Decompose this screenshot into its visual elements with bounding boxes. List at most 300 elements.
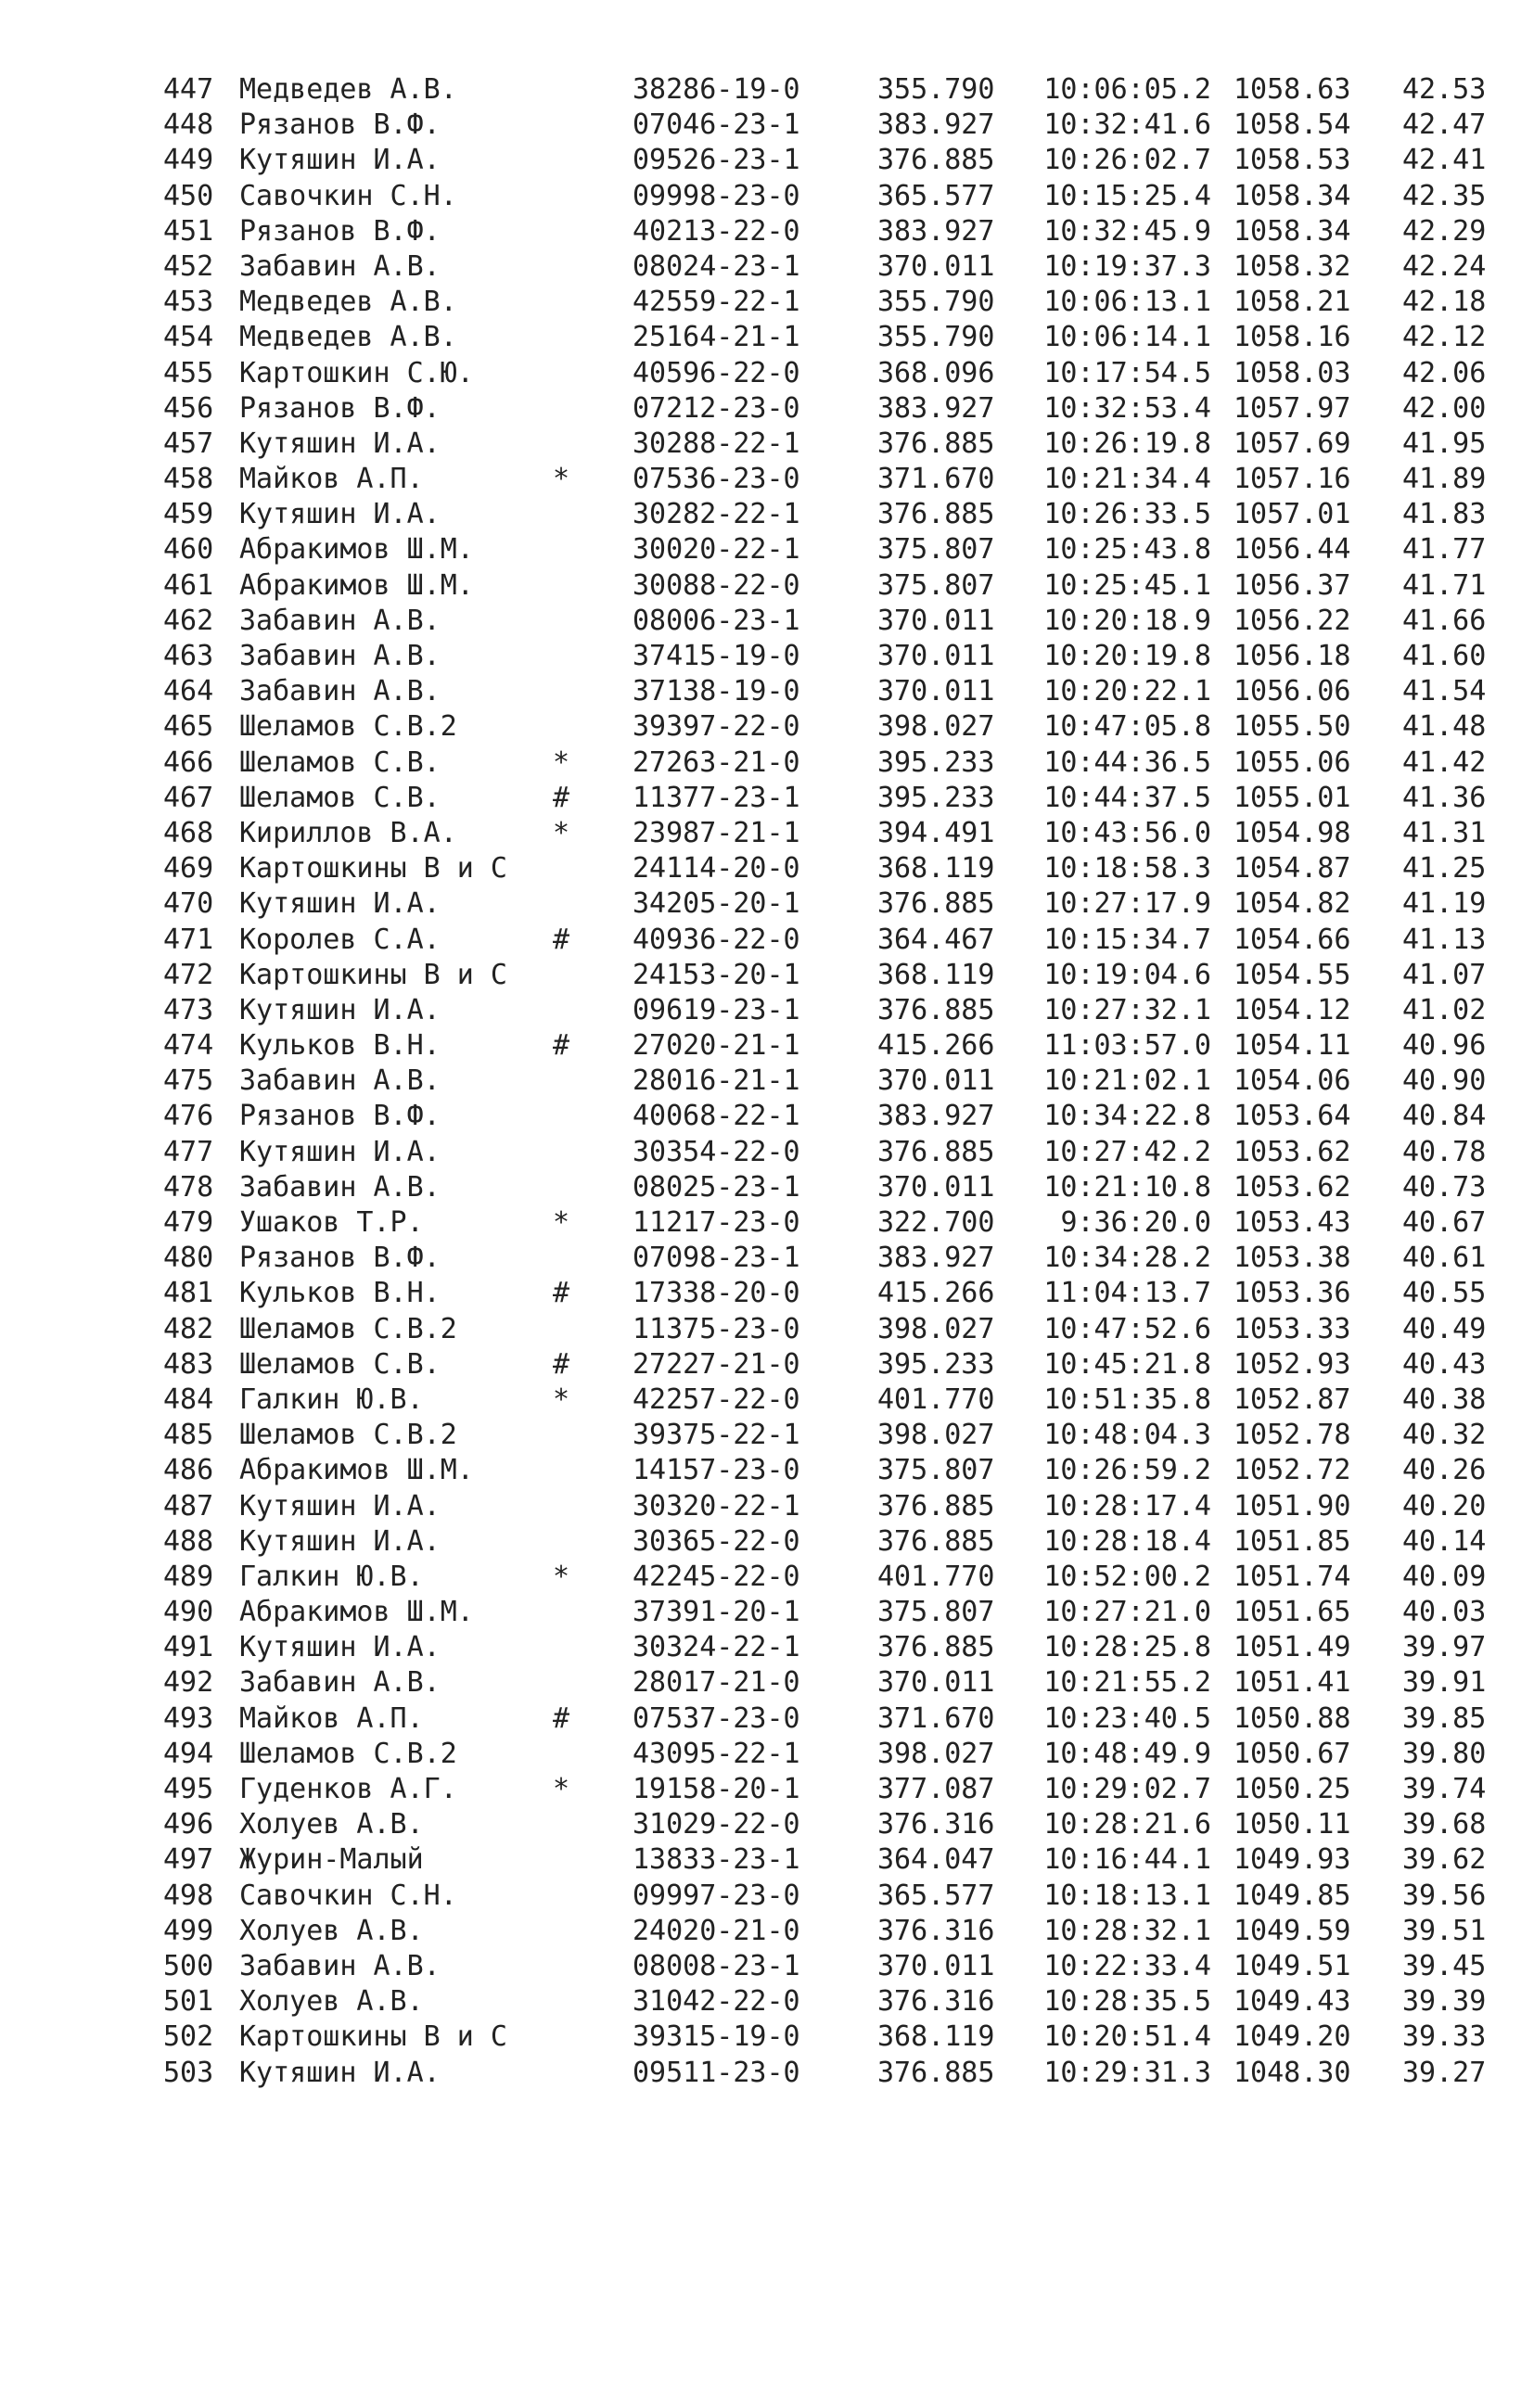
distance-value: 377.087 (877, 1773, 995, 1805)
place-number: 464 (163, 675, 214, 708)
place-number: 487 (163, 1489, 214, 1523)
ring-number: 09998-23-0 (633, 179, 800, 212)
arrival-time: 10:18:58.3 (1043, 852, 1211, 885)
arrival-time: 10:19:04.6 (1043, 958, 1211, 991)
mark-symbol: * (553, 816, 570, 849)
place-number: 471 (163, 923, 214, 956)
place-number: 449 (163, 144, 214, 177)
score-value: 40.67 (1402, 1206, 1487, 1239)
place-number: 470 (163, 887, 214, 921)
result-row (0, 1879, 1534, 1914)
distance-value: 370.011 (877, 1666, 995, 1700)
arrival-time: 10:32:53.4 (1043, 391, 1211, 425)
mark-symbol: * (553, 1206, 570, 1239)
place-number: 454 (163, 321, 214, 354)
result-row (0, 1737, 1534, 1772)
place-number: 480 (163, 1242, 214, 1275)
score-value: 40.38 (1402, 1382, 1487, 1416)
fancier-name: Холуев А.В. (239, 1985, 424, 2019)
arrival-time: 10:44:36.5 (1043, 745, 1211, 779)
speed-value: 1049.93 (1234, 1843, 1351, 1877)
ring-number: 42245-22-0 (633, 1560, 800, 1593)
ring-number: 40596-22-0 (633, 356, 800, 389)
arrival-time: 10:29:31.3 (1043, 2056, 1211, 2089)
fancier-name: Медведев А.В. (239, 321, 457, 354)
fancier-name: Абракимов Ш.М. (239, 568, 474, 602)
fancier-name: Рязанов В.Ф. (239, 1100, 441, 1133)
fancier-name: Забавин А.В. (239, 604, 441, 637)
place-number: 500 (163, 1949, 214, 1982)
mark-symbol: * (553, 1560, 570, 1593)
distance-value: 368.096 (877, 356, 995, 389)
speed-value: 1050.25 (1234, 1773, 1351, 1805)
ring-number: 31042-22-0 (633, 1985, 800, 2019)
ring-number: 24114-20-0 (633, 852, 800, 885)
ring-number: 43095-22-1 (633, 1737, 800, 1770)
score-value: 39.33 (1402, 2020, 1487, 2054)
result-row (0, 1028, 1534, 1064)
result-row (0, 427, 1534, 462)
speed-value: 1055.06 (1234, 745, 1351, 779)
fancier-name: Медведев А.В. (239, 286, 457, 319)
score-value: 41.66 (1402, 604, 1487, 637)
place-number: 488 (163, 1524, 214, 1558)
result-row (0, 781, 1534, 816)
score-value: 40.73 (1402, 1170, 1487, 1204)
mark-symbol: # (553, 1347, 570, 1381)
score-value: 40.03 (1402, 1596, 1487, 1629)
fancier-name: Шеламов С.В. (239, 781, 441, 814)
speed-value: 1052.78 (1234, 1419, 1351, 1452)
speed-value: 1051.41 (1234, 1666, 1351, 1700)
score-value: 40.96 (1402, 1029, 1487, 1063)
distance-value: 376.885 (877, 1524, 995, 1558)
ring-number: 40213-22-0 (633, 214, 800, 248)
ring-number: 30020-22-1 (633, 533, 800, 567)
place-number: 462 (163, 604, 214, 637)
result-row (0, 1807, 1534, 1842)
ring-number: 31029-22-0 (633, 1808, 800, 1841)
result-row (0, 745, 1534, 781)
distance-value: 376.885 (877, 1489, 995, 1523)
ring-number: 28017-21-0 (633, 1666, 800, 1700)
distance-value: 364.047 (877, 1843, 995, 1877)
fancier-name: Кутяшин И.А. (239, 2056, 441, 2089)
score-value: 41.54 (1402, 675, 1487, 708)
place-number: 451 (163, 214, 214, 248)
ring-number: 11217-23-0 (633, 1206, 800, 1239)
place-number: 492 (163, 1666, 214, 1700)
distance-value: 401.770 (877, 1382, 995, 1416)
score-value: 41.77 (1402, 533, 1487, 567)
result-row (0, 1064, 1534, 1099)
fancier-name: Рязанов В.Ф. (239, 108, 441, 142)
distance-value: 371.670 (877, 463, 995, 496)
speed-value: 1053.33 (1234, 1312, 1351, 1345)
arrival-time: 10:17:54.5 (1043, 356, 1211, 389)
distance-value: 370.011 (877, 640, 995, 672)
fancier-name: Гуденков А.Г. (239, 1773, 457, 1805)
result-row (0, 851, 1534, 886)
place-number: 493 (163, 1701, 214, 1735)
speed-value: 1056.22 (1234, 604, 1351, 637)
score-value: 40.09 (1402, 1560, 1487, 1593)
result-row (0, 639, 1534, 674)
score-value: 41.83 (1402, 498, 1487, 531)
ring-number: 42559-22-1 (633, 286, 800, 319)
arrival-time: 10:28:25.8 (1043, 1631, 1211, 1664)
place-number: 494 (163, 1737, 214, 1770)
fancier-name: Холуев А.В. (239, 1914, 424, 1947)
score-value: 41.95 (1402, 427, 1487, 460)
score-value: 40.84 (1402, 1100, 1487, 1133)
result-row (0, 108, 1534, 143)
speed-value: 1049.43 (1234, 1985, 1351, 2019)
score-value: 42.47 (1402, 108, 1487, 142)
score-value: 40.43 (1402, 1347, 1487, 1381)
distance-value: 375.807 (877, 568, 995, 602)
distance-value: 383.927 (877, 214, 995, 248)
arrival-time: 11:03:57.0 (1043, 1029, 1211, 1063)
ring-number: 28016-21-1 (633, 1064, 800, 1098)
result-row (0, 2019, 1534, 2055)
fancier-name: Савочкин С.Н. (239, 179, 457, 212)
arrival-time: 10:34:22.8 (1043, 1100, 1211, 1133)
fancier-name: Шеламов С.В.2 (239, 1312, 457, 1345)
arrival-time: 10:44:37.5 (1043, 781, 1211, 814)
distance-value: 376.885 (877, 144, 995, 177)
distance-value: 415.266 (877, 1029, 995, 1063)
arrival-time: 10:34:28.2 (1043, 1242, 1211, 1275)
ring-number: 39375-22-1 (633, 1419, 800, 1452)
speed-value: 1052.93 (1234, 1347, 1351, 1381)
speed-value: 1054.82 (1234, 887, 1351, 921)
place-number: 455 (163, 356, 214, 389)
place-number: 475 (163, 1064, 214, 1098)
distance-value: 376.885 (877, 498, 995, 531)
distance-value: 376.316 (877, 1808, 995, 1841)
score-value: 42.00 (1402, 391, 1487, 425)
distance-value: 398.027 (877, 1312, 995, 1345)
place-number: 496 (163, 1808, 214, 1841)
arrival-time: 10:27:32.1 (1043, 993, 1211, 1026)
distance-value: 368.119 (877, 2020, 995, 2054)
ring-number: 08006-23-1 (633, 604, 800, 637)
ring-number: 37138-19-0 (633, 675, 800, 708)
distance-value: 383.927 (877, 1100, 995, 1133)
place-number: 495 (163, 1773, 214, 1805)
arrival-time: 10:28:32.1 (1043, 1914, 1211, 1947)
arrival-time: 10:20:18.9 (1043, 604, 1211, 637)
speed-value: 1056.18 (1234, 640, 1351, 672)
distance-value: 375.807 (877, 533, 995, 567)
arrival-time: 10:32:41.6 (1043, 108, 1211, 142)
place-number: 478 (163, 1170, 214, 1204)
place-number: 453 (163, 286, 214, 319)
place-number: 501 (163, 1985, 214, 2019)
speed-value: 1048.30 (1234, 2056, 1351, 2089)
fancier-name: Шеламов С.В. (239, 1347, 441, 1381)
mark-symbol: # (553, 1029, 570, 1063)
score-value: 41.19 (1402, 887, 1487, 921)
result-row (0, 1665, 1534, 1701)
speed-value: 1050.11 (1234, 1808, 1351, 1841)
result-row (0, 143, 1534, 178)
place-number: 479 (163, 1206, 214, 1239)
arrival-time: 10:15:34.7 (1043, 923, 1211, 956)
speed-value: 1052.87 (1234, 1382, 1351, 1416)
speed-value: 1051.74 (1234, 1560, 1351, 1593)
speed-value: 1058.21 (1234, 286, 1351, 319)
speed-value: 1054.87 (1234, 852, 1351, 885)
score-value: 39.39 (1402, 1985, 1487, 2019)
place-number: 473 (163, 993, 214, 1026)
mark-symbol: # (553, 781, 570, 814)
speed-value: 1051.90 (1234, 1489, 1351, 1523)
result-row (0, 320, 1534, 355)
arrival-time: 10:27:42.2 (1043, 1135, 1211, 1168)
arrival-time: 10:28:17.4 (1043, 1489, 1211, 1523)
score-value: 40.14 (1402, 1524, 1487, 1558)
result-row (0, 568, 1534, 604)
distance-value: 376.885 (877, 993, 995, 1026)
result-row (0, 674, 1534, 709)
fancier-name: Шеламов С.В. (239, 745, 441, 779)
fancier-name: Рязанов В.Ф. (239, 1242, 441, 1275)
score-value: 41.42 (1402, 745, 1487, 779)
speed-value: 1049.51 (1234, 1949, 1351, 1982)
place-number: 472 (163, 958, 214, 991)
distance-value: 383.927 (877, 391, 995, 425)
fancier-name: Шеламов С.В.2 (239, 1419, 457, 1452)
speed-value: 1051.49 (1234, 1631, 1351, 1664)
place-number: 457 (163, 427, 214, 460)
fancier-name: Галкин Ю.В. (239, 1382, 424, 1416)
ring-number: 09997-23-0 (633, 1879, 800, 1912)
ring-number: 30324-22-1 (633, 1631, 800, 1664)
score-value: 39.45 (1402, 1949, 1487, 1982)
distance-value: 375.807 (877, 1596, 995, 1629)
distance-value: 398.027 (877, 1419, 995, 1452)
result-row (0, 1418, 1534, 1453)
place-number: 460 (163, 533, 214, 567)
ring-number: 07536-23-0 (633, 463, 800, 496)
place-number: 497 (163, 1843, 214, 1877)
distance-value: 383.927 (877, 1242, 995, 1275)
place-number: 463 (163, 640, 214, 672)
place-number: 502 (163, 2020, 214, 2054)
fancier-name: Абракимов Ш.М. (239, 533, 474, 567)
arrival-time: 10:48:49.9 (1043, 1737, 1211, 1770)
score-value: 41.13 (1402, 923, 1487, 956)
speed-value: 1049.59 (1234, 1914, 1351, 1947)
ring-number: 07537-23-0 (633, 1701, 800, 1735)
distance-value: 376.885 (877, 887, 995, 921)
result-row (0, 993, 1534, 1028)
place-number: 467 (163, 781, 214, 814)
ring-number: 17338-20-0 (633, 1277, 800, 1310)
place-number: 482 (163, 1312, 214, 1345)
arrival-time: 10:28:18.4 (1043, 1524, 1211, 1558)
score-value: 40.32 (1402, 1419, 1487, 1452)
arrival-time: 10:27:21.0 (1043, 1596, 1211, 1629)
place-number: 469 (163, 852, 214, 885)
distance-value: 370.011 (877, 675, 995, 708)
place-number: 484 (163, 1382, 214, 1416)
score-value: 42.12 (1402, 321, 1487, 354)
ring-number: 30320-22-1 (633, 1489, 800, 1523)
fancier-name: Шеламов С.В.2 (239, 1737, 457, 1770)
ring-number: 25164-21-1 (633, 321, 800, 354)
speed-value: 1056.37 (1234, 568, 1351, 602)
distance-value: 368.119 (877, 852, 995, 885)
fancier-name: Кутяшин И.А. (239, 993, 441, 1026)
place-number: 468 (163, 816, 214, 849)
score-value: 42.41 (1402, 144, 1487, 177)
result-row (0, 1347, 1534, 1382)
result-row (0, 923, 1534, 958)
place-number: 503 (163, 2056, 214, 2089)
fancier-name: Картошкины В и С (239, 852, 507, 885)
arrival-time: 10:21:55.2 (1043, 1666, 1211, 1700)
speed-value: 1058.34 (1234, 179, 1351, 212)
place-number: 474 (163, 1029, 214, 1063)
result-row (0, 462, 1534, 497)
result-row (0, 1170, 1534, 1205)
result-row (0, 532, 1534, 567)
score-value: 41.07 (1402, 958, 1487, 991)
result-row (0, 1701, 1534, 1737)
mark-symbol: # (553, 1277, 570, 1310)
place-number: 486 (163, 1454, 214, 1487)
score-value: 40.55 (1402, 1277, 1487, 1310)
result-row (0, 497, 1534, 532)
score-value: 42.18 (1402, 286, 1487, 319)
place-number: 477 (163, 1135, 214, 1168)
fancier-name: Забавин А.В. (239, 1949, 441, 1982)
fancier-name: Журин-Малый (239, 1843, 424, 1877)
speed-value: 1058.63 (1234, 73, 1351, 106)
arrival-time: 10:25:43.8 (1043, 533, 1211, 567)
speed-value: 1058.53 (1234, 144, 1351, 177)
distance-value: 370.011 (877, 604, 995, 637)
ring-number: 30282-22-1 (633, 498, 800, 531)
ring-number: 30354-22-0 (633, 1135, 800, 1168)
ring-number: 39315-19-0 (633, 2020, 800, 2054)
score-value: 42.24 (1402, 249, 1487, 283)
arrival-time: 10:21:02.1 (1043, 1064, 1211, 1098)
result-row (0, 391, 1534, 427)
fancier-name: Забавин А.В. (239, 249, 441, 283)
fancier-name: Кульков В.Н. (239, 1277, 441, 1310)
distance-value: 376.316 (877, 1914, 995, 1947)
place-number: 459 (163, 498, 214, 531)
ring-number: 30288-22-1 (633, 427, 800, 460)
ring-number: 07212-23-0 (633, 391, 800, 425)
ring-number: 24020-21-0 (633, 1914, 800, 1947)
arrival-time: 10:21:34.4 (1043, 463, 1211, 496)
ring-number: 09526-23-1 (633, 144, 800, 177)
fancier-name: Кутяшин И.А. (239, 1631, 441, 1664)
place-number: 456 (163, 391, 214, 425)
ring-number: 37391-20-1 (633, 1596, 800, 1629)
result-row (0, 1595, 1534, 1630)
place-number: 476 (163, 1100, 214, 1133)
arrival-time: 9:36:20.0 (1060, 1206, 1211, 1239)
arrival-time: 10:26:33.5 (1043, 498, 1211, 531)
speed-value: 1054.98 (1234, 816, 1351, 849)
arrival-time: 10:47:52.6 (1043, 1312, 1211, 1345)
ring-number: 27263-21-0 (633, 745, 800, 779)
ring-number: 39397-22-0 (633, 710, 800, 744)
speed-value: 1054.12 (1234, 993, 1351, 1026)
ring-number: 13833-23-1 (633, 1843, 800, 1877)
fancier-name: Картошкин С.Ю. (239, 356, 474, 389)
speed-value: 1058.34 (1234, 214, 1351, 248)
distance-value: 370.011 (877, 1064, 995, 1098)
place-number: 498 (163, 1879, 214, 1912)
ring-number: 38286-19-0 (633, 73, 800, 106)
result-row (0, 285, 1534, 320)
distance-value: 365.577 (877, 179, 995, 212)
arrival-time: 10:43:56.0 (1043, 816, 1211, 849)
score-value: 39.97 (1402, 1631, 1487, 1664)
result-row (0, 1241, 1534, 1276)
arrival-time: 10:26:59.2 (1043, 1454, 1211, 1487)
arrival-time: 10:20:22.1 (1043, 675, 1211, 708)
speed-value: 1055.01 (1234, 781, 1351, 814)
arrival-time: 10:06:13.1 (1043, 286, 1211, 319)
place-number: 447 (163, 73, 214, 106)
score-value: 40.20 (1402, 1489, 1487, 1523)
arrival-time: 10:52:00.2 (1043, 1560, 1211, 1593)
distance-value: 376.885 (877, 427, 995, 460)
score-value: 41.71 (1402, 568, 1487, 602)
mark-symbol: # (553, 1701, 570, 1735)
arrival-time: 10:23:40.5 (1043, 1701, 1211, 1735)
result-row (0, 1453, 1534, 1488)
score-value: 39.91 (1402, 1666, 1487, 1700)
arrival-time: 10:15:25.4 (1043, 179, 1211, 212)
arrival-time: 10:45:21.8 (1043, 1347, 1211, 1381)
arrival-time: 10:20:51.4 (1043, 2020, 1211, 2054)
score-value: 40.26 (1402, 1454, 1487, 1487)
score-value: 42.06 (1402, 356, 1487, 389)
score-value: 39.80 (1402, 1737, 1487, 1770)
result-row (0, 1276, 1534, 1311)
speed-value: 1056.44 (1234, 533, 1351, 567)
arrival-time: 10:29:02.7 (1043, 1773, 1211, 1805)
score-value: 39.51 (1402, 1914, 1487, 1947)
score-value: 42.35 (1402, 179, 1487, 212)
ring-number: 09619-23-1 (633, 993, 800, 1026)
result-row (0, 1489, 1534, 1524)
distance-value: 364.467 (877, 923, 995, 956)
mark-symbol: # (553, 923, 570, 956)
fancier-name: Забавин А.В. (239, 640, 441, 672)
arrival-time: 10:26:02.7 (1043, 144, 1211, 177)
distance-value: 401.770 (877, 1560, 995, 1593)
distance-value: 368.119 (877, 958, 995, 991)
speed-value: 1057.97 (1234, 391, 1351, 425)
place-number: 481 (163, 1277, 214, 1310)
score-value: 41.02 (1402, 993, 1487, 1026)
result-row (0, 816, 1534, 851)
distance-value: 355.790 (877, 321, 995, 354)
mark-symbol: * (553, 1382, 570, 1416)
distance-value: 398.027 (877, 710, 995, 744)
score-value: 40.49 (1402, 1312, 1487, 1345)
